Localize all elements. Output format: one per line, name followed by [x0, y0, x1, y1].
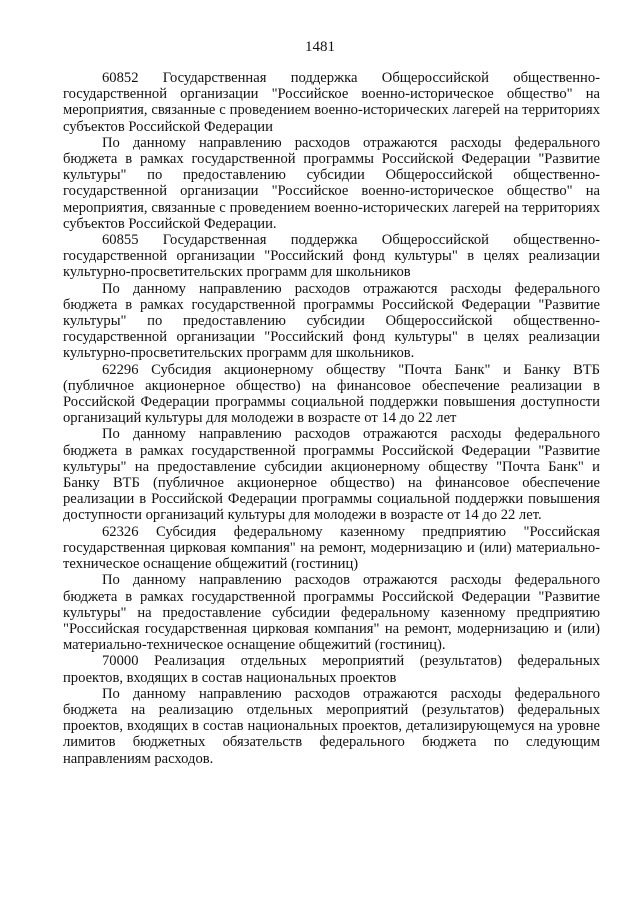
- document-body: [63, 70, 600, 767]
- description-62326: По данному направлению расходов отражаются расходы федерального бюджета в рамках государственной программы Российской Федерации "Развитие культуры" на предоставление субсидии федеральному казенному предприятию "Российская государственная цирковая компания" на ремонт, модернизацию и (или) материально-техническое оснащение общежитий (гостиниц).: [63, 572, 600, 654]
- page-number: 1481: [305, 39, 335, 55]
- code-heading-62326: 62326 Субсидия федеральному казенному предприятию "Российская государственная цирковая компания" на ремонт, модернизацию и (или) материально-техническое оснащение общежитий (гостиниц): [63, 523, 600, 573]
- code-heading-60855: 60855 Государственная поддержка Общероссийской общественно-государственной организации "Российский фонд культуры" в целях реализации культурно-просветительских программ для школьников: [63, 232, 600, 281]
- description-70000: По данному направлению расходов отражаются расходы федерального бюджета на реализацию отдельных мероприятий (результатов) федеральных проектов, входящих в состав национальных проектов, детализирующемуся на уровне лимитов бюджетных обязательств федерального бюджета по следующим направлениям расходов.: [63, 685, 600, 767]
- description-60855: По данному направлению расходов отражаются расходы федерального бюджета в рамках государственной программы Российской Федерации "Развитие культуры" по предоставлению субсидии Общероссийской общественно-государственной организации "Российский фонд культуры" в целях реализации культурно-просветительских программ для школьников.: [63, 280, 600, 362]
- code-heading-70000: 70000 Реализация отдельных мероприятий (результатов) федеральных проектов, входящих в состав национальных проектов: [63, 653, 600, 686]
- code-heading-60852: 60852 Государственная поддержка Общероссийской общественно-государственной организации "Российское военно-историческое общество" на мероприятия, связанные с проведением военно-исторических лагерей на территориях субъектов Российской Федерации: [63, 70, 600, 135]
- description-62296: По данному направлению расходов отражаются расходы федерального бюджета в рамках государственной программы Российской Федерации "Развитие культуры" на предоставление субсидии акционерному обществу "Почта Банк" и Банку ВТБ (публичное акционерное общество) на финансовое обеспечение реализации в Российской Федерации программы социальной поддержки повышения доступности организаций культуры для молодежи в возрасте от 14 до 22 лет.: [63, 426, 600, 524]
- code-heading-62296: 62296 Субсидия акционерному обществу "Почта Банк" и Банку ВТБ (публичное акционерное общество) на финансовое обеспечение реализации в Российской Федерации программы социальной поддержки повышения доступности организаций культуры для молодежи в возрасте от 14 до 22 лет: [63, 361, 600, 427]
- description-60852: По данному направлению расходов отражаются расходы федерального бюджета в рамках государственной программы Российской Федерации "Развитие культуры" по предоставлению субсидии Общероссийской общественно-государственной организации "Российское военно-историческое общество" на мероприятия, связанные с проведением военно-исторических лагерей на территориях субъектов Российской Федерации.: [63, 134, 600, 232]
